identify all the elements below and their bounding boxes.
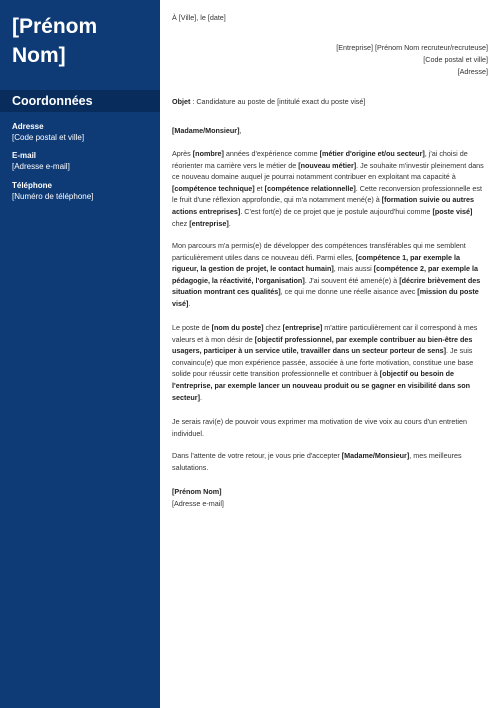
p5-text: , mes meilleures salutations. — [172, 451, 462, 472]
salutation — [172, 125, 488, 137]
candidate-name — [12, 12, 152, 70]
recipient-line-3: [Adresse] — [457, 67, 488, 76]
p1-text: . Je souhaite m'investir pleinement dans ce nouveau domaine auquel je pourrai notamment contribuer en exploitant ma capacité à — [172, 160, 484, 182]
p3-text: m'attire particulièrement car il correspond à mes valeurs et à mon désir de — [172, 323, 478, 344]
p3-text: chez — [263, 323, 283, 332]
phone-label: Téléphone — [12, 181, 53, 190]
p3-bold: [objectif ou besoin de l'entreprise, par exemple lancer un nouveau produit ou se gagner en visibilité dans son secteur] — [172, 369, 471, 402]
paragraph-1 — [172, 148, 488, 229]
p1-text: . C'est fort(e) de ce projet que je postule aujourd'hui comme — [240, 206, 433, 216]
place-date: À [Ville], le [date] — [172, 13, 226, 22]
p1-bold: [compétence technique] — [172, 183, 255, 193]
contact-email — [12, 150, 157, 172]
name-line-1: [Prénom — [12, 15, 98, 38]
contact-address — [12, 121, 157, 143]
p1-bold: [métier d'origine et/ou secteur] — [319, 149, 425, 158]
p2-text: Mon parcours m'a permis(e) de développer des compétences transférables qui me semblent particulièrement utiles dans ce nouveau défi. Parmi elles, — [172, 241, 466, 262]
p1-text: , j'ai choisi de réorienter ma carrière vers le métier de — [172, 149, 468, 170]
object-label: Objet — [172, 97, 191, 106]
object-text: : Candidature au poste de [intitulé exact du poste visé] — [190, 97, 366, 106]
p1-bold: [nouveau métier] — [298, 160, 357, 170]
p3-bold: [nom du poste] — [211, 323, 264, 332]
p1-bold: [compétence relationnelle] — [264, 183, 356, 193]
p1-text: et — [254, 183, 265, 193]
paragraph-3 — [172, 322, 488, 403]
object-line — [172, 96, 488, 108]
p1-text: chez — [172, 218, 190, 228]
p5-text: Dans l'attente de votre retour, je vous prie d'accepter — [172, 451, 342, 460]
p1-bold: [poste visé] — [432, 206, 473, 216]
recipient-line-2: [Code postal et ville] — [423, 55, 488, 64]
p2-bold: [compétence 1, par exemple la rigueur, la gestion de projet, le contact humain] — [172, 252, 461, 274]
p1-text: années d'expérience comme — [223, 149, 320, 158]
p1-text: . — [228, 218, 231, 228]
section-title: Coordonnées — [12, 94, 93, 108]
phone-value: [Numéro de téléphone] — [12, 192, 94, 201]
paragraph-5 — [172, 450, 488, 473]
p3-text: . — [199, 392, 202, 402]
p2-text: , mais aussi — [333, 264, 374, 274]
p1-bold: [formation suivie ou autres actions entreprises] — [172, 195, 474, 216]
address-label: Adresse — [12, 122, 44, 131]
p1-bold: [nombre] — [192, 149, 224, 158]
p1-text: . Cette reconversion professionnelle est le fruit d'une réflexion approfondie, qui m'a notamment mené(e) à — [172, 183, 482, 205]
email-value: [Adresse e-mail] — [12, 162, 70, 171]
p2-bold: [compétence 2, par exemple la pédagogie, la réactivité, l'organisation] — [172, 264, 478, 285]
p1-text: Après — [172, 149, 193, 158]
letter-body — [172, 0, 488, 708]
sidebar — [0, 0, 160, 708]
salutation-name: [Madame/Monsieur] — [172, 126, 240, 135]
p2-text: . J'ai souvent été amené(e) à — [304, 275, 400, 285]
p3-bold: [objectif professionnel, par exemple contribuer au bien-être des usagers, participer à un service utile, travailler dans un secteur porteur de sens] — [172, 334, 473, 356]
recipient-line-1: [Entreprise] [Prénom Nom recruteur/recruteuse] — [336, 43, 488, 52]
p1-bold: [entreprise] — [189, 218, 229, 228]
contact-phone — [12, 180, 157, 202]
paragraph-4: Je serais ravi(e) de pouvoir vous exprimer ma motivation de vive voix au cours d'un entretien individuel. — [172, 417, 467, 438]
address-value: [Code postal et ville] — [12, 133, 85, 142]
signature-email: [Adresse e-mail] — [172, 499, 224, 508]
p2-text: , ce qui me donne une réelle aisance avec — [280, 287, 418, 297]
email-label: E-mail — [12, 151, 37, 160]
p3-text: . Je suis convaincu(e) que mon expérience passée, associée à une forte motivation, constitue une base solide pour réussir cette transition professionnelle et contribuer à — [172, 346, 474, 379]
p2-bold: [décrire brièvement des situation montrant ces qualités] — [172, 275, 481, 297]
name-line-2: Nom] — [12, 44, 66, 67]
paragraph-2 — [172, 240, 488, 310]
p2-text: . — [188, 298, 191, 308]
signature-name — [172, 486, 488, 498]
salutation-comma: , — [239, 126, 242, 135]
signature-name-text: [Prénom Nom] — [172, 487, 222, 496]
p5-bold: [Madame/Monsieur] — [341, 451, 410, 460]
p2-bold: [mission du poste visé] — [172, 287, 479, 308]
p3-bold: [entreprise] — [282, 323, 323, 332]
p3-text: Le poste de — [172, 323, 212, 332]
